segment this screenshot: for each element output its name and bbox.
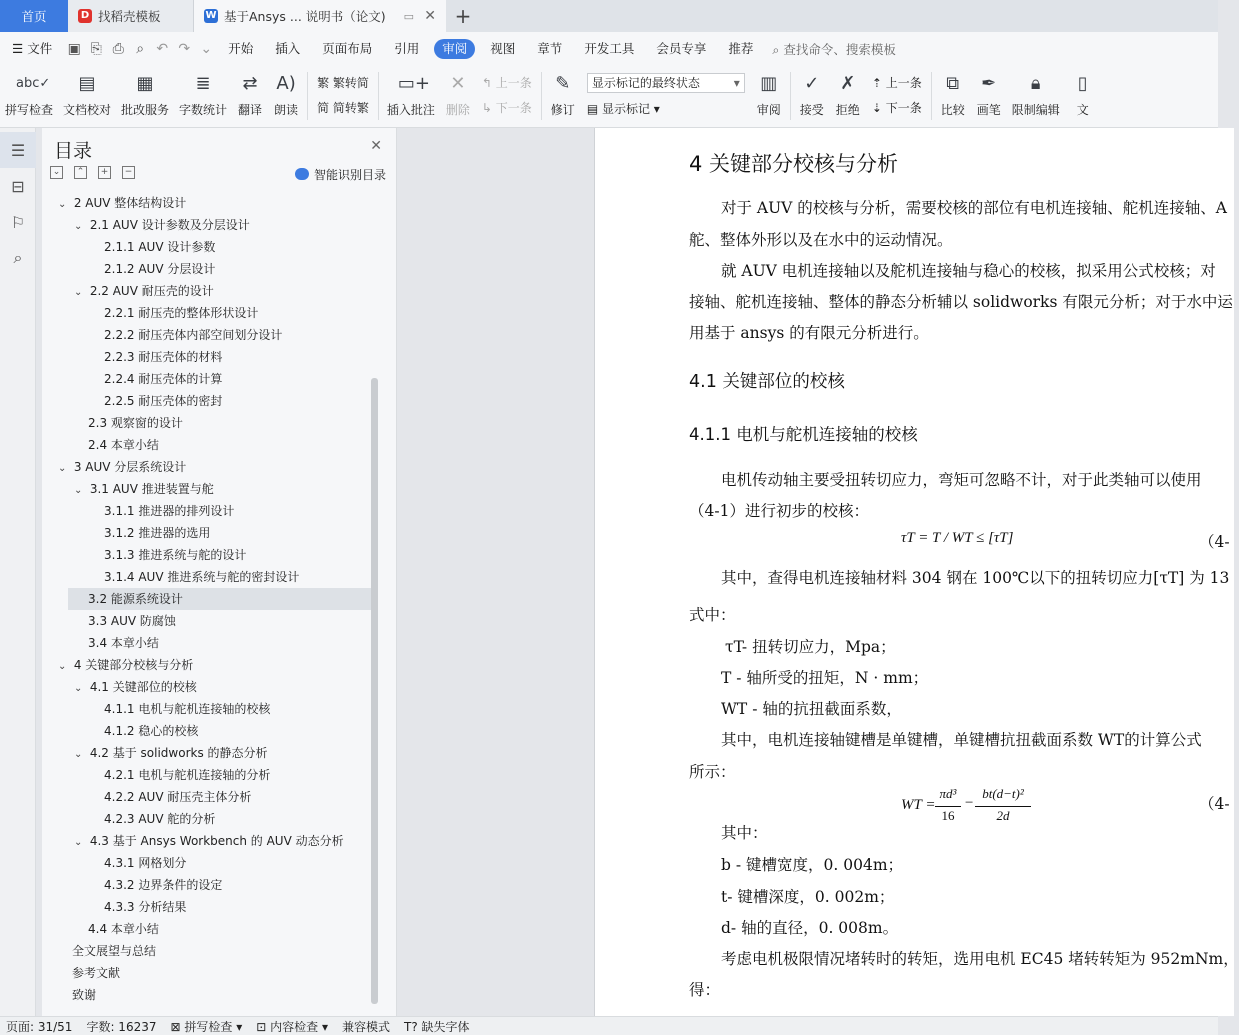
pen-icon: ✒: [981, 73, 997, 94]
undo-icon[interactable]: ↶: [156, 41, 169, 57]
compare-button[interactable]: ⧉ 比较: [935, 70, 971, 124]
tab-template-label: 找稻壳模板: [98, 9, 161, 24]
toc-item-label: 2.2.5 耐压壳体的密封: [104, 394, 223, 408]
paragraph: 对于 AUV 的校核与分析，需要校核的部位有电机连接轴、舵机连接轴、A: [721, 199, 1228, 217]
doc-proofread-button[interactable]: ▤ 文档校对: [58, 70, 116, 124]
menu-view[interactable]: 视图: [490, 41, 516, 56]
toc-item[interactable]: [42, 346, 372, 368]
save-icon[interactable]: ▣: [67, 41, 81, 57]
chevron-down-icon[interactable]: ⌄: [74, 287, 83, 298]
toc-item-label: 2.1.2 AUV 分层设计: [104, 262, 216, 276]
toc-item-label: 2.3 观察窗的设计: [88, 416, 183, 430]
menu-devtools[interactable]: 开发工具: [584, 41, 635, 56]
prev-change-button[interactable]: ⇡ 上一条: [871, 76, 922, 90]
accept-button[interactable]: ✓ 接受: [794, 70, 830, 124]
chevron-down-icon[interactable]: ⌄: [74, 749, 83, 760]
simp-to-trad-button[interactable]: 简 简转繁: [317, 101, 369, 115]
formula-numerator: πd³: [939, 786, 957, 801]
menu-section[interactable]: 章节: [537, 41, 563, 56]
toc-item[interactable]: [42, 544, 372, 566]
search-icon: ⌕: [772, 42, 780, 57]
formula-number: （4-: [1199, 533, 1230, 551]
smart-toc-label: 智能识别目录: [313, 168, 386, 182]
toc-item-label: 2.1 AUV 设计参数及分层设计: [89, 218, 250, 232]
paragraph: 其中，电机连接轴键槽是单键槽，单键槽抗扭截面系数 WT的计算公式: [721, 731, 1202, 749]
paragraph: 舵、整体外形以及在水中的运动情况。: [689, 231, 953, 249]
toc-item[interactable]: [42, 874, 372, 896]
toc-item[interactable]: [42, 962, 372, 984]
toc-item-label: 全文展望与总结: [72, 944, 157, 958]
toc-item-label: 2 AUV 整体结构设计: [73, 196, 187, 210]
fraction-bar: [935, 806, 961, 807]
toc-item-label: 4.3.3 分析结果: [104, 900, 187, 914]
document-page[interactable]: [594, 128, 1239, 1016]
definition: T - 轴所受的扭矩，N · mm；: [721, 669, 929, 687]
toc-item[interactable]: [42, 720, 372, 742]
prev-comment-button[interactable]: ↰ 上一条: [481, 76, 532, 90]
toc-item[interactable]: [42, 236, 372, 258]
tab-template[interactable]: [68, 0, 194, 32]
content-check-icon: ⊡: [256, 1019, 267, 1034]
toc-item-label: 4.3 基于 Ansys Workbench 的 AUV 动态分析: [89, 834, 344, 848]
toc-item[interactable]: [42, 280, 372, 302]
compare-icon: ⧉: [946, 73, 960, 94]
formula-4-1: τT = T / WT ≤ [τT]: [901, 530, 1014, 546]
toc-item-label: 4 关键部分校核与分析: [73, 658, 194, 672]
toc-item[interactable]: [68, 588, 372, 610]
translate-button[interactable]: ⇄ 翻译: [232, 70, 268, 124]
menu-member[interactable]: 会员专享: [656, 41, 707, 56]
chevron-down-icon[interactable]: ⌄: [74, 837, 83, 848]
tab-document[interactable]: [194, 0, 446, 32]
next-change-button[interactable]: ⇣ 下一条: [871, 101, 922, 115]
toc-item[interactable]: [42, 214, 372, 236]
font-icon: T?: [404, 1019, 418, 1034]
chapter-nav-icon[interactable]: ⊟: [11, 176, 25, 196]
toc-item-label: 3.1.2 推进器的选用: [104, 526, 211, 540]
file-menu-label: 文件: [27, 41, 53, 56]
spell-check-button[interactable]: abc✓ 拼写检查: [0, 70, 58, 124]
toc-item[interactable]: [42, 742, 372, 764]
next-comment-button[interactable]: ↳ 下一条: [481, 101, 532, 115]
toc-item[interactable]: [42, 830, 372, 852]
tab-document-label: 基于Ansys ... 说明书（论文): [224, 9, 386, 24]
abc-check-icon: abc✓: [16, 76, 51, 91]
toc-item[interactable]: [42, 456, 372, 478]
pen-button[interactable]: ✒ 画笔: [971, 70, 1007, 124]
chevron-down-icon[interactable]: ⌄: [74, 683, 83, 694]
paragraph: 电机传动轴主要受扭转切应力，弯矩可忽略不计，对于此类轴可以使用: [721, 471, 1202, 489]
paragraph: 其中，查得电机连接轴材料 304 钢在 100℃以下的扭转切应力[τT] 为 13: [721, 569, 1230, 587]
toc-item-label: 2.2.2 耐压壳体内部空间划分设计: [104, 328, 283, 342]
toc-item-label: 3.3 AUV 防腐蚀: [88, 614, 176, 628]
toc-item[interactable]: [42, 610, 372, 632]
chevron-down-icon[interactable]: ⌄: [58, 463, 67, 474]
paragraph: 得：: [689, 981, 721, 999]
track-changes-button[interactable]: ✎ 修订: [545, 70, 581, 124]
review-ribbon: [0, 66, 1218, 128]
new-tab-button[interactable]: +: [454, 4, 472, 28]
toc-item-label: 3.1.4 AUV 推进系统与舵的密封设计: [104, 570, 300, 584]
menu-start[interactable]: 开始: [228, 41, 254, 56]
toc-item[interactable]: [42, 632, 372, 654]
heading-4-1: 4.1 关键部位的校核: [689, 372, 845, 392]
toc-item-label: 2.2.3 耐压壳体的材料: [104, 350, 223, 364]
toc-item-label: 4.2 基于 solidworks 的静态分析: [89, 746, 268, 760]
content-check-status-label: 内容检查: [270, 1019, 319, 1034]
toc-item[interactable]: [42, 368, 372, 390]
restrict-editing-button[interactable]: 🔒︎ 限制编辑: [1007, 70, 1065, 124]
toc-item-label: 3.1.1 推进器的排列设计: [104, 504, 235, 518]
toc-scrollbar[interactable]: [371, 378, 378, 1004]
toc-item[interactable]: [42, 478, 372, 500]
pin-icon[interactable]: ▭: [403, 9, 414, 23]
doc-rights-button[interactable]: ▯ 文: [1065, 70, 1101, 124]
spell-check-status-label: 拼写检查: [184, 1019, 233, 1034]
toc-item[interactable]: [42, 192, 372, 214]
command-search-placeholder: 查找命令、搜索模板: [783, 42, 896, 57]
bookmark-icon[interactable]: ⚐: [10, 212, 26, 232]
accept-icon: ✓: [804, 73, 820, 94]
toc-item[interactable]: [42, 302, 372, 324]
chevron-down-icon[interactable]: ⌄: [74, 485, 83, 496]
toc-item-label: 4.2.3 AUV 舵的分析: [104, 812, 216, 826]
lock-icon: 🔒︎: [1030, 73, 1041, 94]
heading-chapter-4: 4 关键部分校核与分析: [689, 152, 899, 176]
menu-bar: [0, 32, 1218, 66]
toc-item[interactable]: [42, 522, 372, 544]
remove-heading-icon[interactable]: −: [122, 166, 135, 179]
toc-item[interactable]: [42, 412, 372, 434]
fraction-bar: [975, 806, 1031, 807]
formula-lhs: WT =: [901, 797, 936, 813]
toc-item[interactable]: [42, 984, 372, 1006]
close-tab-icon[interactable]: ✕: [424, 8, 436, 24]
word-doc-icon: W: [205, 10, 217, 21]
print-icon[interactable]: ⎙: [112, 41, 124, 57]
expand-icon[interactable]: ⌃: [74, 166, 87, 179]
compat-mode: 兼容模式: [342, 1019, 391, 1034]
paragraph: 考虑电机极限情况堵转时的转矩，选用电机 EC45 堵转转矩为 952mNm，: [721, 950, 1239, 968]
menu-layout[interactable]: 页面布局: [322, 41, 373, 56]
separator: [541, 72, 542, 120]
separator: [378, 72, 379, 120]
formula-denominator: 2d: [996, 808, 1010, 823]
toc-item-label: 3.2 能源系统设计: [88, 592, 183, 606]
insert-comment-button[interactable]: ▭+ 插入批注: [382, 70, 440, 124]
word-count[interactable]: 字数: 16237: [86, 1019, 157, 1034]
formula-number: （4-: [1199, 795, 1230, 813]
toc-list: [42, 192, 372, 1014]
toc-item[interactable]: [42, 808, 372, 830]
tab-bar: [0, 0, 1218, 32]
formula-denominator: 16: [941, 808, 955, 823]
print-preview-icon[interactable]: ⌕: [136, 41, 145, 57]
reject-icon: ✗: [840, 73, 856, 94]
toc-item-label: 2.4 本章小结: [88, 438, 159, 452]
tab-home-label: 首页: [21, 9, 47, 24]
find-icon[interactable]: ⌕: [13, 248, 23, 267]
formula-numerator: bt(d−t)²: [982, 786, 1024, 801]
spell-check-status[interactable]: ⊠ 拼写检查 ▾: [170, 1019, 243, 1034]
heading-4-1-1: 4.1.1 电机与舵机连接轴的校核: [689, 425, 918, 444]
reject-button[interactable]: ✗ 拒绝: [830, 70, 866, 124]
export-pdf-icon[interactable]: ⎘: [90, 41, 102, 57]
definition: τT- 扭转切应力，Mpa；: [725, 638, 896, 656]
close-icon[interactable]: ✕: [370, 138, 382, 154]
toc-item-label: 4.1.1 电机与舵机连接轴的校核: [104, 702, 271, 716]
definition: b - 键槽宽度，0. 004m；: [721, 856, 904, 874]
toc-item[interactable]: [42, 786, 372, 808]
content-check-status[interactable]: ⊡ 内容检查 ▾: [256, 1019, 328, 1034]
smart-toc-button[interactable]: [295, 166, 386, 183]
track-changes-icon: ✎: [555, 73, 571, 94]
trad-to-simp-button[interactable]: 繁 繁转简: [317, 76, 369, 90]
toc-item[interactable]: [42, 676, 372, 698]
toc-item-label: 3.1.3 推进系统与舵的设计: [104, 548, 247, 562]
file-menu[interactable]: ☰ 文件: [12, 41, 53, 56]
menu-reference[interactable]: 引用: [394, 41, 420, 56]
definition: d- 轴的直径，0. 008m。: [721, 919, 899, 937]
correction-service-button[interactable]: ▦ 批改服务: [116, 70, 174, 124]
toc-item-label: 2.2.4 耐压壳体的计算: [104, 372, 223, 386]
tab-home[interactable]: [0, 0, 68, 32]
toc-item[interactable]: [42, 852, 372, 874]
status-bar: [0, 1016, 1218, 1035]
proofread-icon: ▤: [78, 73, 96, 94]
minus-sign: −: [964, 795, 975, 811]
toc-item-label: 4.2.2 AUV 耐压壳主体分析: [104, 790, 252, 804]
paragraph: 接轴、舵机连接轴、整体的静态分析辅以 solidworks 有限元分析；对于水中运: [689, 293, 1233, 311]
menu-insert[interactable]: 插入: [275, 41, 301, 56]
review-pane-button[interactable]: ▥ 审阅: [751, 70, 787, 124]
docer-icon: D: [78, 9, 92, 23]
toc-item-label: 4.4 本章小结: [88, 922, 159, 936]
toc-title: 目录: [54, 140, 93, 162]
delete-comment-icon: ✕: [450, 73, 466, 94]
translate-icon: ⇄: [242, 73, 258, 94]
toc-item[interactable]: [42, 764, 372, 786]
paragraph: 式中：: [689, 606, 736, 624]
toc-item-label: 4.3.2 边界条件的设定: [104, 878, 223, 892]
toc-item[interactable]: [42, 698, 372, 720]
ai-icon: [295, 168, 309, 180]
chevron-down-icon[interactable]: ⌄: [74, 221, 83, 232]
definition: WT - 轴的抗扭截面系数，: [721, 700, 902, 718]
toc-item[interactable]: [42, 896, 372, 918]
toc-item[interactable]: [42, 324, 372, 346]
toc-item[interactable]: [42, 390, 372, 412]
collapse-all-icon[interactable]: ⌄: [50, 166, 63, 179]
toc-item[interactable]: [42, 566, 372, 588]
toc-item-label: 3.4 本章小结: [88, 636, 159, 650]
spell-check-icon: ⊠: [170, 1019, 181, 1034]
toc-item-label: 致谢: [72, 988, 97, 1002]
paragraph: （4-1）进行初步的校核：: [689, 502, 869, 520]
toc-item-label: 2.2 AUV 耐压壳的设计: [89, 284, 214, 298]
read-aloud-icon: A): [276, 73, 296, 94]
toc-item-label: 4.2.1 电机与舵机连接轴的分析: [104, 768, 271, 782]
toc-item[interactable]: [42, 918, 372, 940]
toc-item-label: 4.3.1 网格划分: [104, 856, 187, 870]
paragraph: 所示：: [689, 763, 736, 781]
delete-comment-button[interactable]: ✕ 删除: [440, 70, 476, 124]
toc-item-label: 参考文献: [72, 966, 121, 980]
toc-item-label: 4.1.2 稳心的校核: [104, 724, 199, 738]
toc-item-label: 3.1 AUV 推进装置与舵: [89, 482, 214, 496]
missing-font-label: 缺失字体: [421, 1019, 470, 1034]
nav-pane-strip: [0, 128, 36, 1016]
toc-toolbar: [50, 166, 146, 179]
separator: [307, 72, 308, 120]
page-indicator[interactable]: 页面: 31/51: [6, 1019, 73, 1034]
markup-state-select[interactable]: 显示标记的最终状态 ▾: [587, 73, 745, 93]
toc-item-label: 2.2.1 耐压壳的整体形状设计: [104, 306, 259, 320]
definition: t- 键槽深度，0. 002m；: [721, 888, 895, 906]
menu-review[interactable]: 审阅: [434, 39, 475, 59]
separator: [790, 72, 791, 120]
toc-item[interactable]: [42, 940, 372, 962]
comment-icon: ▭+: [397, 73, 430, 94]
redo-icon[interactable]: ↷: [178, 41, 191, 57]
command-search[interactable]: [772, 40, 896, 58]
paragraph: 其中：: [721, 824, 768, 842]
toc-panel: [42, 128, 397, 1016]
more-icon[interactable]: ⌄: [200, 41, 213, 57]
toc-item-label: 2.1.1 AUV 设计参数: [104, 240, 216, 254]
toc-item[interactable]: [42, 654, 372, 676]
doc-rights-icon: ▯: [1077, 73, 1088, 94]
toc-item[interactable]: [42, 434, 372, 456]
review-pane-icon: ▥: [760, 73, 778, 94]
show-markup-button[interactable]: ▤ 显示标记 ▾: [586, 101, 660, 116]
menu-recommend[interactable]: 推荐: [728, 41, 754, 56]
toc-item[interactable]: [42, 500, 372, 522]
chevron-down-icon[interactable]: ⌄: [58, 199, 67, 210]
chevron-down-icon[interactable]: ⌄: [58, 661, 67, 672]
add-heading-icon[interactable]: +: [98, 166, 111, 179]
word-count-icon: ≣: [195, 73, 211, 94]
read-aloud-button[interactable]: A) 朗读: [268, 70, 304, 124]
document-canvas: [398, 128, 1239, 1016]
paragraph: 用基于 ansys 的有限元分析进行。: [689, 324, 929, 342]
separator: [931, 72, 932, 120]
toc-pane-icon[interactable]: ☰: [0, 132, 36, 168]
toc-item[interactable]: [42, 258, 372, 280]
missing-font[interactable]: [404, 1018, 470, 1035]
paragraph: 就 AUV 电机连接轴以及舵机连接轴与稳心的校核，拟采用公式校核；对: [721, 262, 1216, 280]
word-count-button[interactable]: ≣ 字数统计: [174, 70, 232, 124]
toc-item-label: 3 AUV 分层系统设计: [73, 460, 187, 474]
correction-icon: ▦: [136, 73, 154, 94]
toc-item-label: 4.1 关键部位的校核: [89, 680, 197, 694]
